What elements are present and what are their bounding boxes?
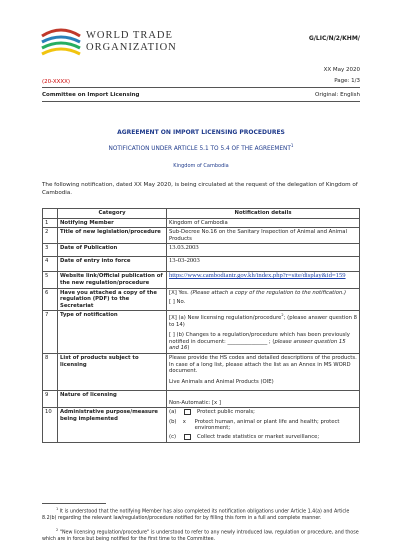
notification-table	[42, 208, 360, 443]
table-row	[43, 391, 360, 408]
row-category: Nature of licensing	[58, 391, 167, 408]
type-b-close: )	[187, 345, 190, 352]
row-number: 6	[43, 288, 58, 311]
row-details	[167, 272, 360, 288]
row-category: Have you attached a copy of the regulation (PDF) to the Secretariat	[58, 288, 167, 311]
footnote-number: 2	[56, 528, 59, 532]
footnote-number: 1	[56, 507, 59, 511]
type-b-italic: please answer question 15 and 16	[169, 338, 346, 352]
page-number: Page: 1/3	[334, 78, 360, 84]
footnote-text: "New licensing regulation/procedure" is understood to refer to any newly introduced law, regulation or procedure, and those which are in force but being notified for the first time to the Committee.	[42, 530, 359, 542]
row-number: 8	[43, 354, 58, 391]
table-row	[43, 354, 360, 391]
row-number: 1	[43, 218, 58, 228]
table-row	[43, 244, 360, 257]
purpose-text: Collect trade statistics or market surveillance;	[197, 433, 320, 440]
footnote-rule	[42, 503, 106, 504]
row-category: Type of notification	[58, 311, 167, 354]
purpose-letter: (c)	[169, 433, 177, 440]
row-number: 4	[43, 257, 58, 272]
row-details: Kingdom of Cambodia	[167, 218, 360, 228]
products-list: Live Animals and Animal Products (OIE)	[169, 378, 274, 385]
row-details: 13-03-2003	[167, 257, 360, 272]
website-link[interactable]: https://www.cambodiantr.gov.kh/index.php?r=site/display&id=159	[169, 272, 346, 280]
document-date: XX May 2020	[323, 67, 360, 73]
purpose-letter: (b)	[169, 418, 177, 425]
table-row	[43, 408, 360, 442]
document-code: (20-XXXX)	[42, 79, 71, 85]
row-details: Non-Automatic: [x ]	[167, 391, 360, 408]
header-rule-top	[42, 87, 360, 88]
attach-no-option[interactable]: [ ] No.	[169, 299, 186, 306]
row-category: List of products subject to licensing	[58, 354, 167, 391]
purpose-item-a[interactable]	[169, 409, 357, 416]
country-subtitle: Kingdom of Cambodia	[173, 163, 229, 169]
table-row	[43, 288, 360, 311]
purpose-checkbox[interactable]	[184, 409, 194, 416]
row-category: Date of entry into force	[58, 257, 167, 272]
table-row	[43, 311, 360, 354]
intro-paragraph: The following notification, dated XX May 2020, is being circulated at the request of the delegation of Kingdom of Cambodia.	[42, 182, 358, 196]
table-header-row	[43, 209, 360, 219]
row-number: 9	[43, 391, 58, 408]
document-symbol: G/LIC/N/2/KHM/	[308, 35, 360, 42]
type-a-text: [X] (a) New licensing regulation/procedure	[169, 315, 282, 322]
row-category: Date of Publication	[58, 244, 167, 257]
row-category: Administrative purpose/measure being implemented	[58, 408, 167, 442]
header-category: Category	[58, 209, 167, 219]
purpose-letter: (a)	[169, 409, 177, 416]
committee-name: Committee on Import Licensing	[42, 92, 140, 98]
table-row	[43, 272, 360, 288]
footnote-text: It is understood that the notifying Member has also completed its notification obligations under Article 1.4(a) and Article 8.2(b) regarding the relevant law/regulation/procedure notified for by filling this form in a full and complete manner.	[42, 509, 350, 521]
row-number: 10	[43, 408, 58, 442]
yes-mark: [X] Yes.	[169, 289, 189, 296]
footnote-ref-2[interactable]: 2	[281, 313, 284, 318]
row-number: 5	[43, 272, 58, 288]
purpose-mark[interactable]: x	[182, 418, 186, 425]
row-category: Title of new legislation/procedure	[58, 228, 167, 244]
footnote-1	[42, 506, 360, 522]
purpose-checkbox[interactable]	[184, 434, 194, 441]
org-line-1: WORLD TRADE	[86, 30, 173, 41]
table-row	[43, 218, 360, 228]
header-details: Notification details	[167, 209, 360, 219]
checkbox-icon	[184, 434, 191, 440]
purpose-item-b[interactable]	[169, 419, 357, 432]
purpose-item-c[interactable]	[169, 434, 357, 441]
yes-note: (Please attach a copy of the regulation to the notification.)	[190, 289, 347, 296]
notification-title-text: NOTIFICATION UNDER ARTICLE 5.1 TO 5.4 OF THE AGREEMENT	[108, 145, 291, 152]
row-category: Notifying Member	[58, 218, 167, 228]
row-details: Sub-Decree No.16 on the Sanitary Inspection of Animal and Animal Products	[167, 228, 360, 244]
table-row	[43, 257, 360, 272]
purpose-text: Protect public morals;	[197, 409, 255, 416]
wto-logo-icon	[38, 26, 84, 60]
row-number: 7	[43, 311, 58, 354]
header-rule-bottom	[42, 101, 360, 102]
notification-type-a[interactable]	[169, 312, 357, 328]
footnote-ref-1[interactable]: 1	[290, 143, 294, 148]
notification-type-b[interactable]	[169, 332, 357, 352]
row-number: 3	[43, 244, 58, 257]
table-row	[43, 228, 360, 244]
row-details: 13.03.2003	[167, 244, 360, 257]
row-details	[167, 408, 360, 442]
row-details	[167, 288, 360, 311]
row-details	[167, 354, 360, 391]
organization-name	[86, 30, 177, 54]
checkbox-icon	[184, 409, 191, 415]
type-b-text: [ ] (b) Changes to a regulation/procedure which has been previously notified in document: _______________ ; (	[169, 332, 350, 345]
notification-title	[42, 143, 360, 152]
row-number: 2	[43, 228, 58, 244]
purpose-text: Protect human, animal or plant life and health; protect environment;	[194, 418, 340, 432]
type-a-tail: ; (please answer question 8 to 14)	[169, 315, 357, 328]
attach-yes-option[interactable]	[169, 290, 357, 297]
agreement-title: AGREEMENT ON IMPORT LICENSING PROCEDURES	[117, 129, 285, 136]
original-language: Original: English	[315, 92, 360, 98]
row-details	[167, 311, 360, 354]
header-num	[43, 209, 58, 219]
footnote-2	[42, 527, 360, 543]
org-line-2: ORGANIZATION	[86, 42, 177, 53]
row-category: Website link/Official publication of the new regulation/procedure	[58, 272, 167, 288]
products-instructions: Please provide the HS codes and detailed descriptions of the products. In case of a long list, please attach the list as an Annex in MS WORD document.	[169, 355, 357, 375]
